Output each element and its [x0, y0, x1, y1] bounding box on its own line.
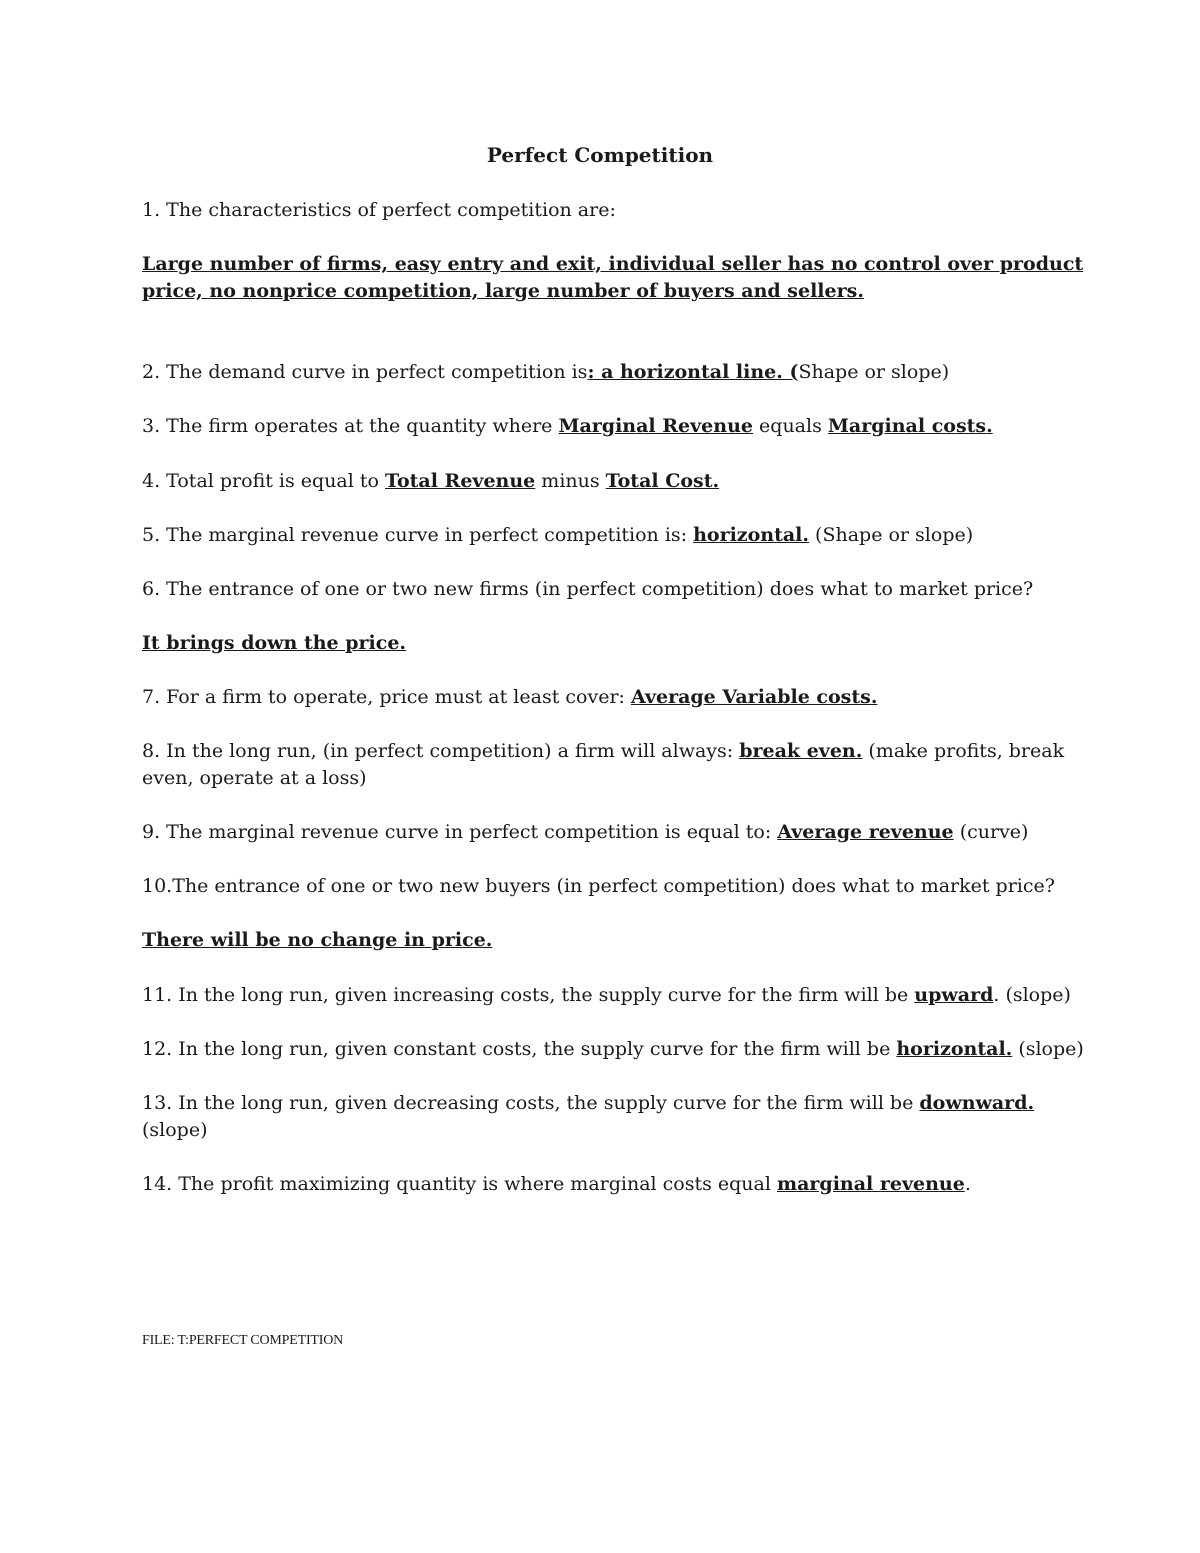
- q2-suffix: Shape or slope): [798, 361, 950, 383]
- q4-middle: minus: [535, 470, 606, 492]
- q10-answer: There will be no change in price.: [142, 929, 493, 951]
- q8-answer: break even.: [739, 740, 863, 762]
- q6-prompt: 6. The entrance of one or two new firms (in perfect competition) does what to market price?: [142, 578, 1034, 600]
- q14: [142, 1171, 971, 1198]
- q11: [142, 982, 1071, 1009]
- q1-answer-line1: Large number of firms, easy entry and exit, individual seller has no control over product: [142, 253, 1084, 275]
- q13-prefix: 13. In the long run, given decreasing costs, the supply curve for the firm will be: [142, 1092, 920, 1114]
- q10-prompt: 10.The entrance of one or two new buyers (in perfect competition) does what to market price?: [142, 875, 1055, 897]
- q7: [142, 684, 877, 711]
- q11-prefix: 11. In the long run, given increasing costs, the supply curve for the firm will be: [142, 984, 915, 1006]
- q12-suffix: (slope): [1012, 1038, 1084, 1060]
- q2-prefix: 2. The demand curve in perfect competition is: [142, 361, 588, 383]
- q3-answer-2: Marginal costs.: [827, 415, 993, 437]
- q14-answer: marginal revenue: [777, 1173, 965, 1195]
- q5-suffix: (Shape or slope): [809, 524, 974, 546]
- q7-answer: Average Variable costs.: [630, 686, 878, 708]
- file-footer: FILE: T:PERFECT COMPETITION: [142, 1333, 344, 1348]
- q8-line2: even, operate at a loss): [142, 767, 367, 789]
- q2: [142, 359, 949, 386]
- q13: [142, 1090, 1034, 1117]
- q9-suffix: (curve): [953, 821, 1029, 843]
- q3-answer-1: Marginal Revenue: [558, 415, 753, 437]
- q9: [142, 819, 1028, 846]
- q14-prefix: 14. The profit maximizing quantity is where marginal costs equal: [142, 1173, 777, 1195]
- q1-prompt: 1. The characteristics of perfect competition are:: [142, 199, 616, 221]
- q13-line2: (slope): [142, 1119, 208, 1141]
- q3-middle: equals: [753, 415, 828, 437]
- q7-prefix: 7. For a firm to operate, price must at least cover:: [142, 686, 631, 708]
- q3: [142, 413, 993, 440]
- q12-prefix: 12. In the long run, given constant costs, the supply curve for the firm will be: [142, 1038, 897, 1060]
- q9-prefix: 9. The marginal revenue curve in perfect competition is equal to:: [142, 821, 778, 843]
- q1-answer-line2: price, no nonprice competition, large number of buyers and sellers.: [142, 280, 864, 302]
- q11-suffix: . (slope): [993, 984, 1071, 1006]
- q5-answer: horizontal.: [693, 524, 810, 546]
- q8: [142, 738, 1064, 765]
- q8-suffix: (make profits, break: [862, 740, 1065, 762]
- q5-prefix: 5. The marginal revenue curve in perfect competition is:: [142, 524, 694, 546]
- q11-answer: upward: [914, 984, 994, 1006]
- q8-prefix: 8. In the long run, (in perfect competition) a firm will always:: [142, 740, 740, 762]
- q12: [142, 1036, 1084, 1063]
- q9-answer: Average revenue: [777, 821, 954, 843]
- q4-prefix: 4. Total profit is equal to: [142, 470, 385, 492]
- q4: [142, 468, 719, 495]
- q4-answer-1: Total Revenue: [384, 470, 536, 492]
- q4-answer-2: Total Cost.: [605, 470, 720, 492]
- q6-answer: It brings down the price.: [142, 632, 407, 654]
- q14-suffix: .: [964, 1173, 971, 1195]
- q3-prefix: 3. The firm operates at the quantity where: [142, 415, 559, 437]
- q2-answer: : a horizontal line. (: [587, 361, 799, 383]
- q5: [142, 522, 973, 549]
- page-title: Perfect Competition: [486, 143, 714, 167]
- q13-answer: downward.: [919, 1092, 1035, 1114]
- q12-answer: horizontal.: [896, 1038, 1013, 1060]
